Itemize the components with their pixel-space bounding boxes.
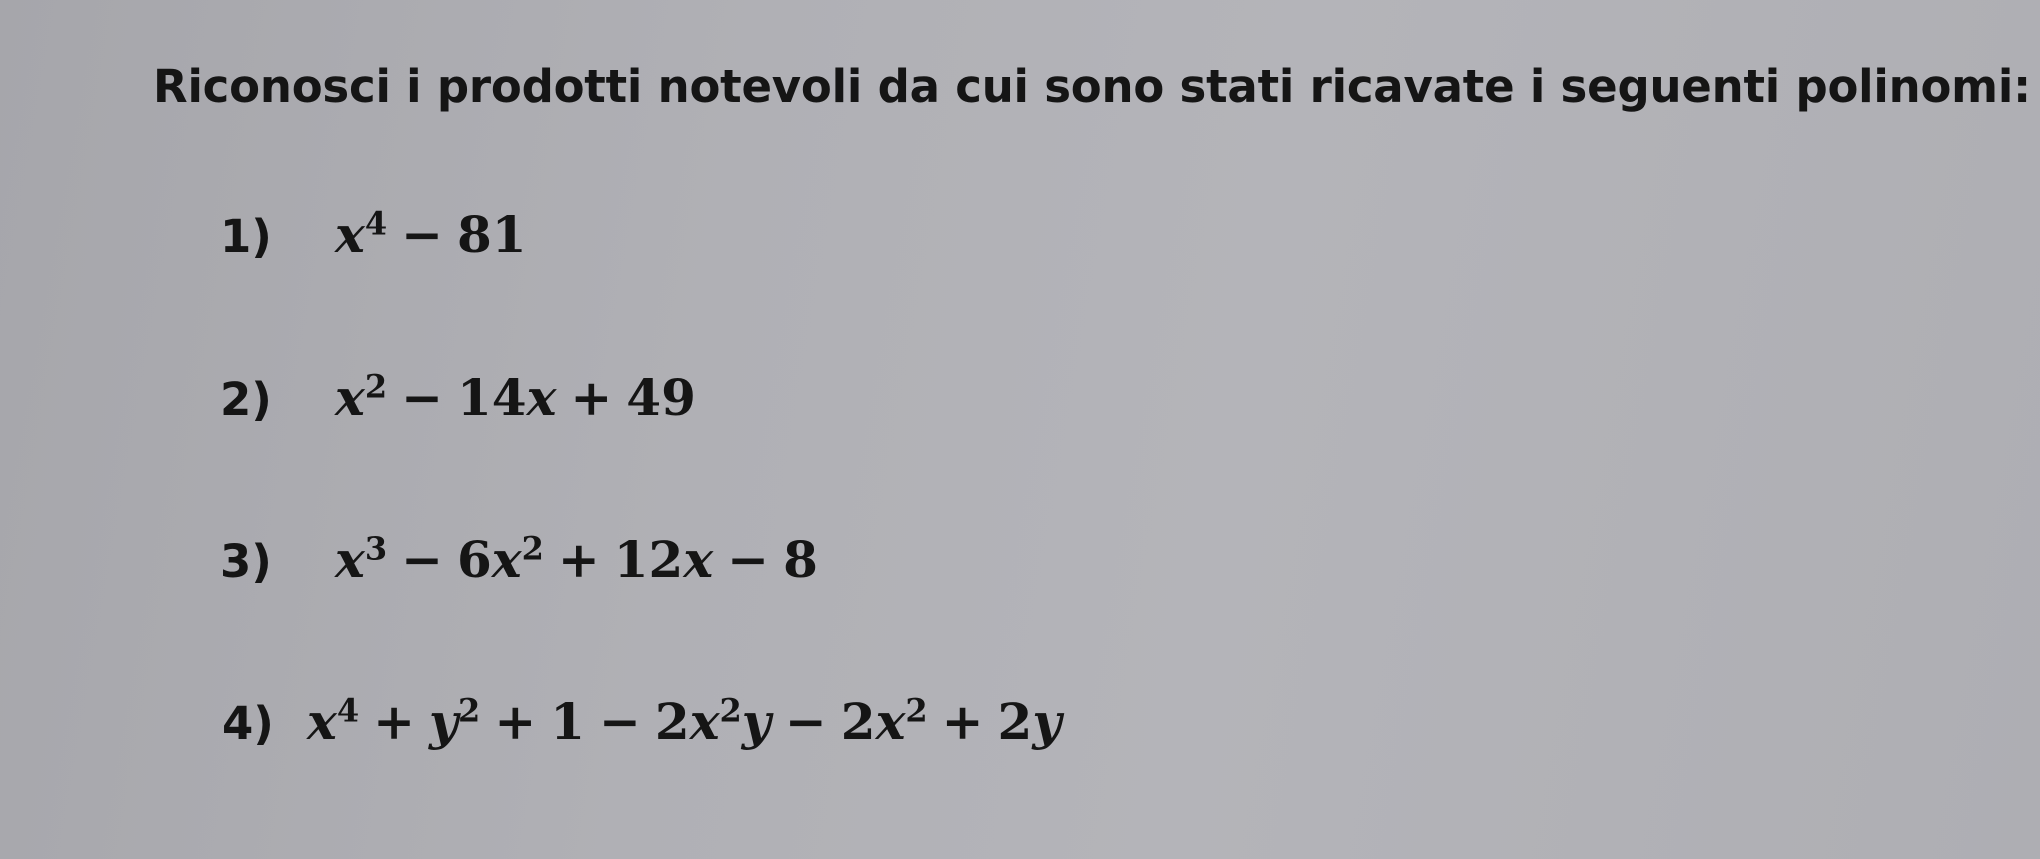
exercise-number: 4) [222,697,274,750]
polynomial-expression [335,530,818,589]
exponent: 2 [458,691,481,730]
operator: + [941,692,984,751]
exponent: 4 [364,204,388,243]
variable: x [689,692,720,751]
variable: x [335,205,365,264]
operator: − [401,530,443,589]
operator: − [401,205,443,264]
operator: − [599,692,641,751]
polynomial-expression [307,692,1061,751]
operator: − [784,692,827,751]
polynomial-expression [335,368,696,427]
number: 6 [456,530,492,589]
operator: + [373,692,415,751]
exponent: 3 [364,529,388,568]
variable: x [491,530,522,589]
variable: x [526,368,557,427]
number: 12 [613,530,684,589]
exponent: 2 [521,529,544,568]
variable: x [307,692,337,751]
number: 2 [840,692,876,751]
variable: x [683,530,714,589]
variable: x [335,530,365,589]
variable: y [1032,692,1062,751]
number: 81 [456,205,527,264]
exercise-1 [220,205,527,264]
operator: + [557,530,600,589]
exercise-3 [220,530,818,589]
exercise-number: 1) [220,210,272,263]
number: 1 [550,692,586,751]
number: 2 [997,692,1033,751]
number: 14 [456,368,527,427]
instruction-heading: Riconosci i prodotti notevoli da cui sono stati ricavate i seguenti polinomi: [153,60,2031,113]
exercise-2 [220,368,696,427]
operator: + [570,368,613,427]
exponent: 2 [364,367,388,406]
variable: x [335,368,365,427]
variable: y [428,692,459,751]
exercise-number: 2) [220,373,272,426]
number: 8 [783,530,818,589]
operator: − [401,368,443,427]
variable: y [741,692,771,751]
exercise-number: 3) [220,535,272,588]
exercise-4 [222,692,1061,751]
exponent: 2 [719,691,742,730]
operator: + [494,692,537,751]
exponent: 4 [336,691,360,730]
number: 2 [654,692,690,751]
exponent: 2 [905,691,928,730]
variable: x [875,692,906,751]
operator: − [727,530,770,589]
polynomial-expression [335,205,527,264]
number: 49 [626,368,696,427]
